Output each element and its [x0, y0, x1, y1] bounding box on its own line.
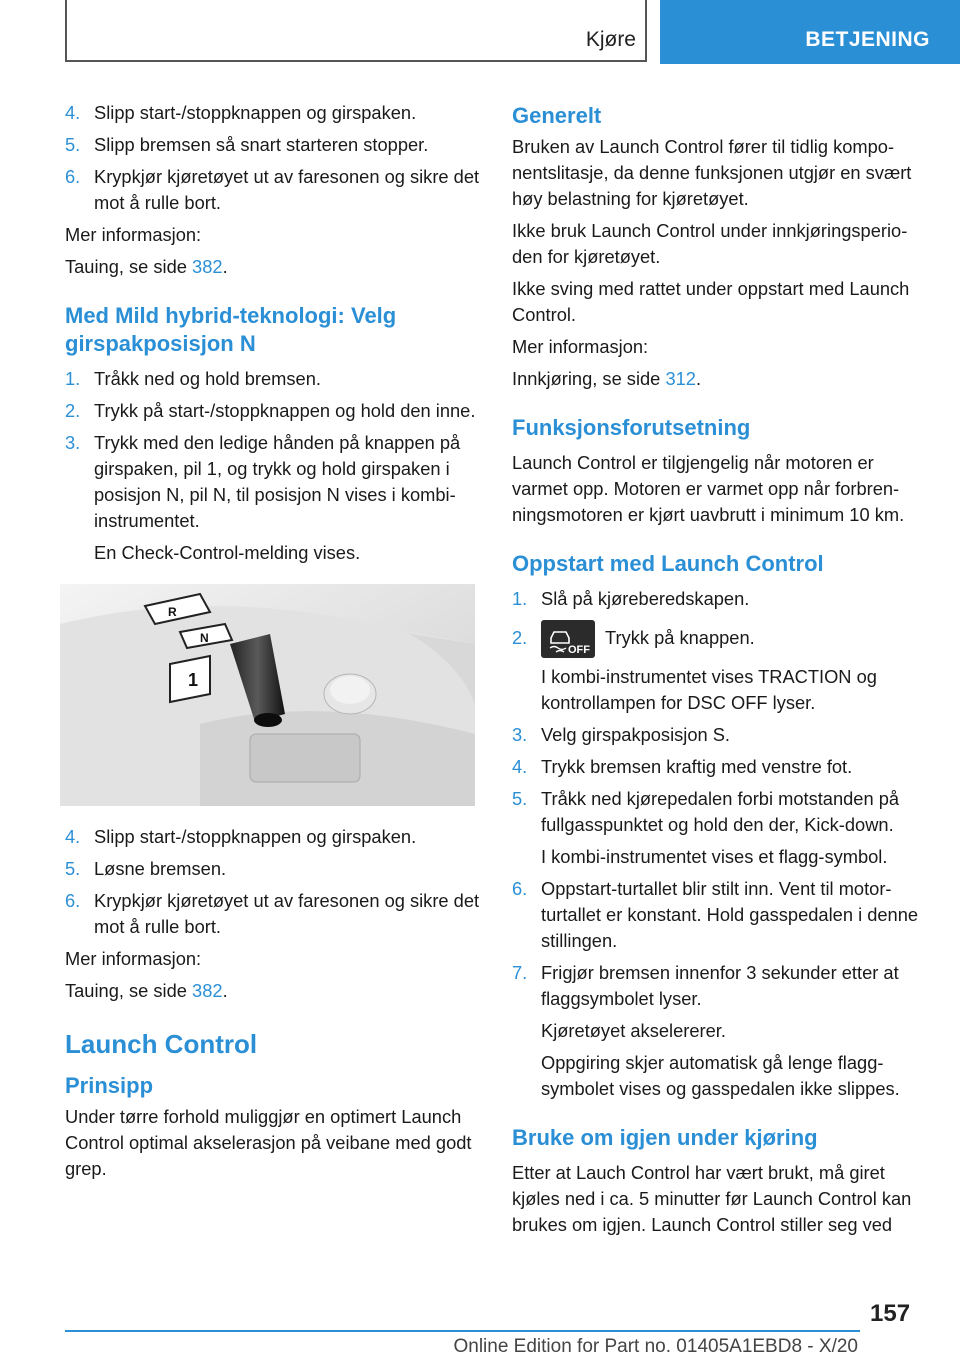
svg-text:1: 1: [188, 670, 199, 690]
paragraph: Bruken av Launch Control fører til tidlig kompo-nentslitasje, da denne funksjonen utgjør en svært høy belastning for kjøretøyet.: [512, 136, 912, 209]
step-item: 3. Velg girspakposisjon S.: [512, 724, 731, 746]
page-link[interactable]: 312: [665, 368, 696, 389]
gear-selector-illustration: [60, 584, 475, 806]
paragraph: Under tørre forhold muliggjør en optimert Launch Control optimal akselerasjon på veibane med godt grep.: [65, 1106, 472, 1179]
step-item: 2. OFF Trykk på knappen.: [512, 618, 932, 658]
header-chapter-label: BETJENING: [805, 28, 930, 51]
step-item: 4. Slipp start-/stoppknappen og girspaken.: [65, 826, 417, 847]
left-column: [65, 100, 485, 1188]
footer-divider: [65, 1330, 860, 1332]
section-heading: Generelt: [512, 103, 602, 128]
more-info-label: Mer informasjon:: [65, 224, 202, 245]
step-item: 4. Slipp start-/stoppknappen og girspaken.: [65, 102, 417, 123]
step-item: 7. Frigjør bremsen innenfor 3 sekunder etter at flaggsymbolet lyser.: [512, 962, 899, 1010]
arrow-1-icon: [170, 656, 210, 702]
paragraph: Launch Control er tilgjengelig når motoren er varmet opp. Motoren er varmet opp når forbren-ningsmotoren er kjørt uavbrutt i minimum 10 km.: [512, 452, 905, 525]
section-heading: Prinsipp: [65, 1073, 154, 1098]
cross-reference: Innkjøring, se side 312.: [512, 368, 702, 389]
cross-reference: Tauing, se side 382.: [65, 980, 228, 1001]
step-note: I kombi-instrumentet vises et flagg-symbol.: [541, 846, 888, 868]
dsc-off-button-icon: OFF: [541, 620, 595, 658]
step-item: 5. Slipp bremsen så snart starteren stopper.: [65, 134, 429, 155]
step-item: 5. Tråkk ned kjørepedalen forbi motstanden på fullgasspunktet og hold den der, Kick-down.: [512, 788, 900, 836]
right-column: [512, 100, 932, 1244]
step-item: 6. Krypkjør kjøretøyet ut av faresonen og sikre det mot å rulle bort.: [65, 890, 480, 937]
more-info-label: Mer informasjon:: [512, 336, 649, 357]
step-note: Kjøretøyet akselererer.: [541, 1020, 726, 1042]
step-item: 2. Trykk på start-/stoppknappen og hold den inne.: [65, 400, 476, 421]
step-item: 1. Slå på kjøreberedskapen.: [512, 588, 750, 609]
section-heading: Bruke om igjen under kjøring: [512, 1125, 818, 1151]
section-heading: Oppstart med Launch Control: [512, 551, 824, 576]
section-heading: Funksjonsforutsetning: [512, 415, 751, 440]
step-item: 5. Løsne bremsen.: [65, 858, 227, 879]
cross-reference: Tauing, se side 382.: [65, 256, 228, 277]
paragraph: Ikke bruk Launch Control under innkjøringsperio-den for kjøretøyet.: [512, 220, 908, 267]
header-chapter-tab[interactable]: [660, 0, 960, 64]
section-heading: Med Mild hybrid-teknologi: Velg girspakposisjon N: [65, 303, 397, 356]
page-number: 157: [870, 1300, 911, 1327]
svg-text:N: N: [200, 631, 209, 645]
paragraph: Etter at Lauch Control har vært brukt, må giret kjøles ned i ca. 5 minutter før Launch Control kan brukes om igjen. Launch Control stiller seg ved: [512, 1162, 912, 1236]
paragraph: Ikke sving med rattet under oppstart med Launch Control.: [512, 278, 910, 325]
step-item: 6. Krypkjør kjøretøyet ut av faresonen og sikre det mot å rulle bort.: [65, 166, 480, 213]
more-info-label: Mer informasjon:: [65, 948, 202, 969]
step-note: I kombi-instrumentet vises TRACTION og kontrollampen for DSC OFF lyser.: [541, 666, 877, 714]
footer-edition: Online Edition for Part no. 01405A1EBD8 - X/20: [453, 1336, 858, 1357]
chapter-heading: Launch Control: [65, 1029, 258, 1059]
page-link[interactable]: 382: [192, 256, 223, 277]
page-link[interactable]: 382: [192, 980, 223, 1001]
header-section-title: Kjøre: [585, 28, 636, 51]
step-item: 1. Tråkk ned og hold bremsen.: [65, 368, 321, 389]
step-note: En Check-Control-melding vises.: [94, 542, 361, 563]
step-item: 4. Trykk bremsen kraftig med venstre fot.: [512, 756, 853, 778]
svg-text:R: R: [168, 605, 177, 619]
step-item: 6. Oppstart-turtallet blir stilt inn. Vent til motor-turtallet er konstant. Hold gasspedalen i denne stillingen.: [512, 878, 919, 952]
step-note: Oppgiring skjer automatisk gå lenge flagg-symbolet vises og gasspedalen ikke slippes.: [541, 1052, 900, 1100]
step-item: 3. Trykk med den ledige hånden på knappen på girspaken, pil 1, og trykk og hold girspaken i posisjon N, pil N, til posisjon N vises i kombi-instrumentet.: [65, 432, 461, 531]
